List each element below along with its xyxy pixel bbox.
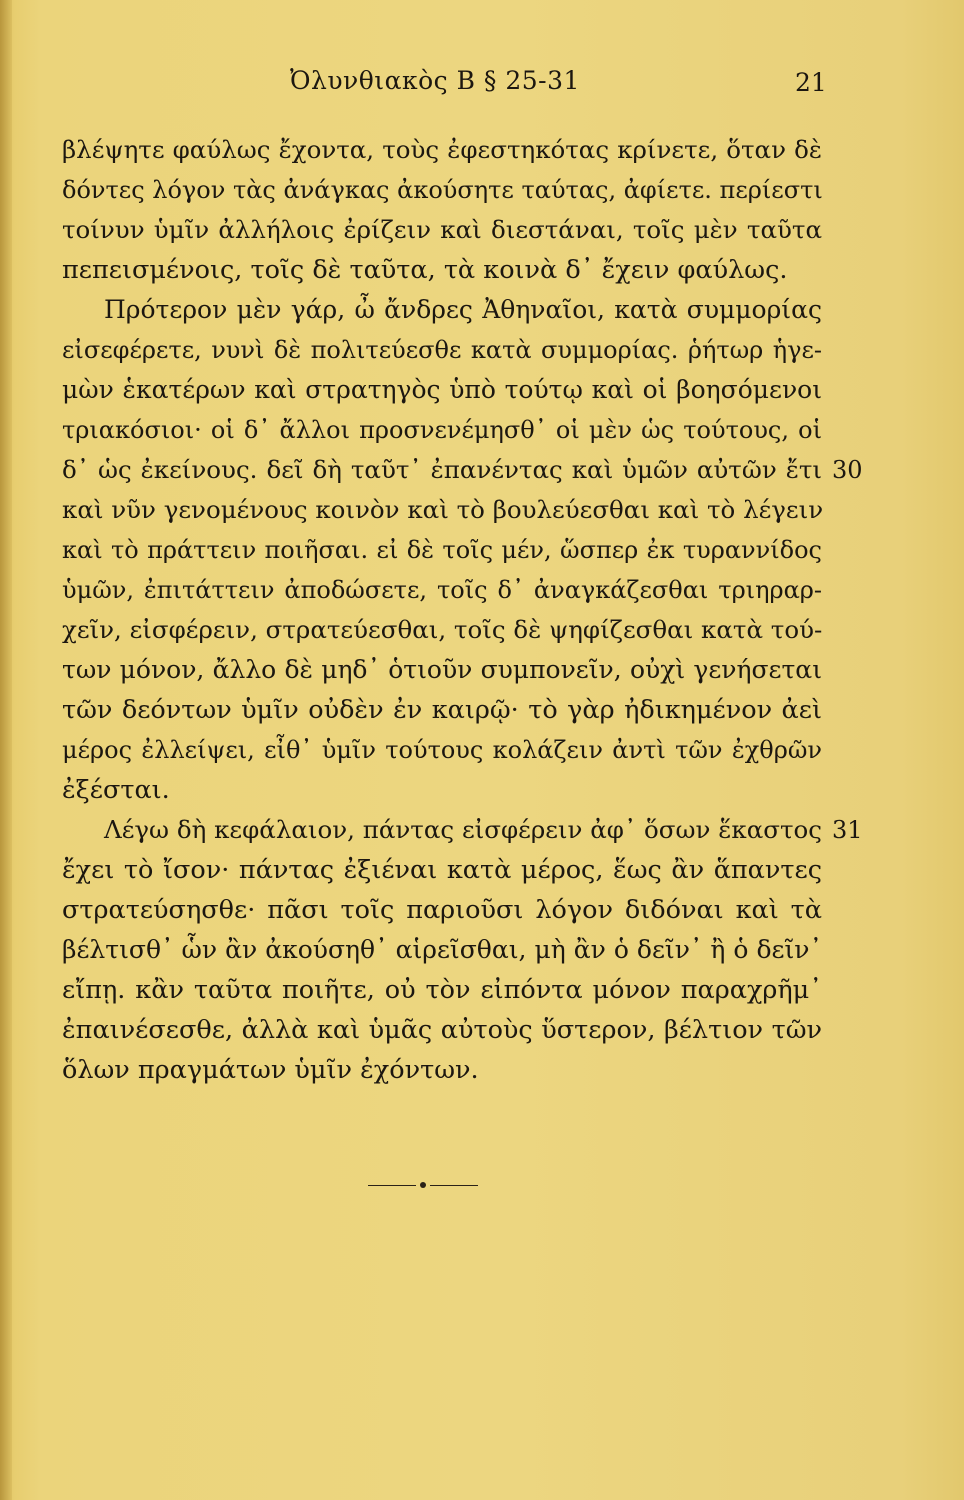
text-line: δόντες λόγον τὰς ἀνάγκας ἀκούσητε ταύτας, ἀφίετε. περίεστι — [62, 176, 823, 204]
paragraph-start-line: Λέγω δὴ κεφάλαιον, πάντας εἰσφέρειν ἀφ᾽ ὅσων ἕκαστος — [104, 815, 822, 844]
text-line: πεπεισμένοις, τοῖς δὲ ταῦτα, τὰ κοινὰ δ᾽ ἔχειν φαύλως. — [62, 255, 788, 285]
ornament-rule-left — [368, 1185, 416, 1186]
text-line: βέλτισθ᾽ ὧν ἂν ἀκούσηθ᾽ αἱρεῖσθαι, μὴ ἂν ὁ δεῖν᾽ ἢ ὁ δεῖν᾽ — [62, 935, 822, 964]
text-line: μὼν ἑκατέρων καὶ στρατηγὸς ὑπὸ τούτῳ καὶ οἱ βοησόμενοι — [62, 375, 822, 404]
ornament-dot — [420, 1182, 426, 1188]
text-line: ἐξέσται. — [62, 775, 170, 805]
binding-edge — [0, 0, 12, 1500]
text-line: των μόνον, ἄλλο δὲ μηδ᾽ ὁτιοῦν συμπονεῖν, οὐχὶ γενήσεται — [62, 655, 822, 684]
section-end-ornament — [368, 1178, 478, 1192]
text-line: χεῖν, εἰσφέρειν, στρατεύεσθαι, τοῖς δὲ ψηφίζεσθαι κατὰ τού- — [62, 615, 823, 644]
text-line: τοίνυν ὑμῖν ἀλλήλοις ἐρίζειν καὶ διεστάναι, τοῖς μὲν ταῦτα — [62, 215, 822, 244]
text-line: ὅλων πραγμάτων ὑμῖν ἐχόντων. — [62, 1055, 479, 1085]
text-line: ἔχει τὸ ἴσον· πάντας ἐξιέναι κατὰ μέρος, ἕως ἂν ἅπαντες — [62, 855, 822, 885]
text-line: βλέψητε φαύλως ἔχοντα, τοὺς ἐφεστηκότας κρίνετε, ὅταν δὲ — [62, 135, 822, 164]
text-line: εἰσεφέρετε, νυνὶ δὲ πολιτεύεσθε κατὰ συμμορίας. ῥήτωρ ἡγε- — [62, 336, 822, 364]
text-line: ἐπαινέσεσθε, ἀλλὰ καὶ ὑμᾶς αὐτοὺς ὕστερον, βέλτιον τῶν — [62, 1015, 822, 1045]
running-head: Ὀλυνθιακὸς Β § 25-31 — [290, 66, 580, 95]
text-line: τῶν δεόντων ὑμῖν οὐδὲν ἐν καιρῷ· τὸ γὰρ ἠδικημένον ἀεὶ — [62, 695, 822, 725]
text-line: καὶ νῦν γενομένους κοινὸν καὶ τὸ βουλεύεσθαι καὶ τὸ λέγειν — [62, 495, 824, 524]
paragraph-start-line: Πρότερον μὲν γάρ, ὦ ἄνδρες Ἀθηναῖοι, κατὰ συμμορίας — [104, 295, 822, 324]
section-number: 31 — [832, 816, 863, 844]
section-number: 30 — [832, 456, 863, 484]
ornament-rule-right — [430, 1185, 478, 1186]
text-line: τριακόσιοι· οἱ δ᾽ ἄλλοι προσνενέμησθ᾽ οἱ μὲν ὡς τούτους, οἱ — [62, 416, 822, 444]
text-line: εἴπῃ. κἂν ταῦτα ποιῆτε, οὐ τὸν εἰπόντα μόνον παραχρῆμ᾽ — [62, 975, 822, 1005]
text-line: μέρος ἐλλείψει, εἶθ᾽ ὑμῖν τούτους κολάζειν ἀντὶ τῶν ἐχθρῶν — [62, 736, 822, 764]
text-line: δ᾽ ὡς ἐκείνους. δεῖ δὴ ταῦτ᾽ ἐπανέντας καὶ ὑμῶν αὐτῶν ἔτι — [62, 455, 822, 484]
text-line: καὶ τὸ πράττειν ποιῆσαι. εἰ δὲ τοῖς μέν, ὥσπερ ἐκ τυραννίδος — [62, 536, 822, 564]
text-line: ὑμῶν, ἐπιτάττειν ἀποδώσετε, τοῖς δ᾽ ἀναγκάζεσθαι τριηραρ- — [62, 576, 822, 604]
page-number: 21 — [795, 68, 827, 97]
text-line: στρατεύσησθε· πᾶσι τοῖς παριοῦσι λόγον διδόναι καὶ τὰ — [62, 895, 822, 925]
